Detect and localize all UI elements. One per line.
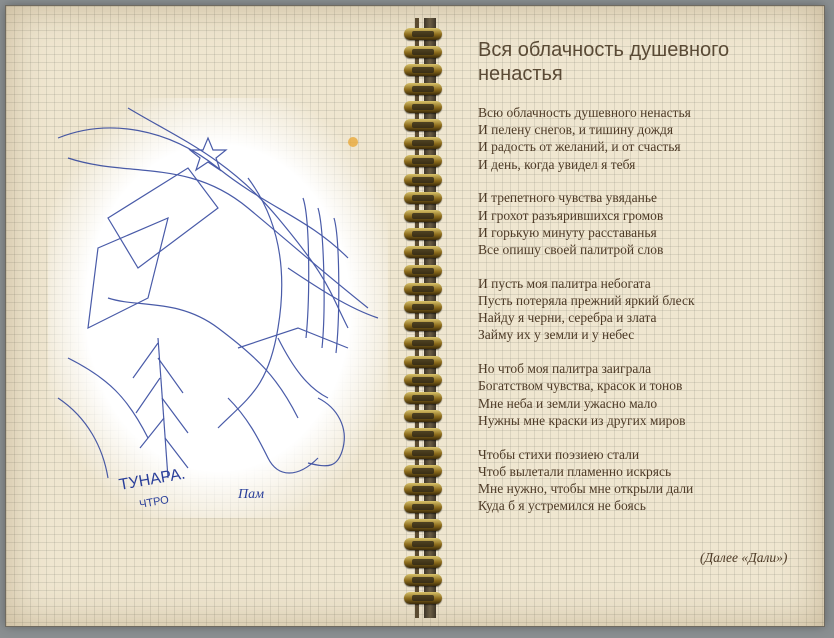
pen-sketch <box>48 98 388 518</box>
poem-line: Пусть потеряла прежний яркий блеск <box>478 293 695 309</box>
spiral-ring <box>404 374 442 386</box>
stanza <box>478 446 808 515</box>
spiral-ring <box>404 428 442 440</box>
spiral-ring <box>404 155 442 167</box>
poem-line: И день, когда увидел я тебя <box>478 156 636 172</box>
poem-line: Займу их у земли и у небес <box>478 327 635 343</box>
poem-line: И пелену снегов, и тишину дождя <box>478 122 674 138</box>
spiral-ring <box>404 283 442 295</box>
spiral-ring <box>404 137 442 149</box>
poem-line: Куда б я устремился не боясь <box>478 498 646 514</box>
spiral-ring <box>404 519 442 531</box>
spiral-ring <box>404 119 442 131</box>
spiral-ring <box>404 246 442 258</box>
spiral-ring <box>404 447 442 459</box>
stanza <box>478 275 808 344</box>
poem-line: И трепетного чувства увяданье <box>478 190 658 206</box>
sketch-caption-1: ТУНАРА. <box>117 465 187 494</box>
poem-line: Все опишу своей палитрой слов <box>478 242 664 258</box>
poem-line: Всю облачность душевного ненастья <box>478 105 691 120</box>
spiral-ring <box>404 465 442 477</box>
poem-line: Чтобы стихи поэзиею стали <box>478 446 640 462</box>
poem-line: И грохот разъярившихся громов <box>478 207 664 223</box>
stanza <box>478 104 808 173</box>
spiral-ring <box>404 28 442 40</box>
poem-line: Мне нужно, чтобы мне открыли дали <box>478 481 694 497</box>
spiral-ring <box>404 556 442 568</box>
spiral-ring <box>404 46 442 58</box>
spiral-ring <box>404 64 442 76</box>
poem-line: Богатством чувства, красок и тонов <box>478 378 683 394</box>
stanza <box>478 189 808 258</box>
spiral-ring <box>404 356 442 368</box>
poem-title: Вся облачность душевного ненастья <box>478 39 730 85</box>
sketch-signature: Пам <box>238 487 265 502</box>
spiral-ring <box>404 483 442 495</box>
poem-line: И пусть моя палитра небогата <box>478 275 651 291</box>
poem-body <box>478 104 808 531</box>
continue-link[interactable]: (Далее «Дали») <box>700 550 788 565</box>
spiral-ring <box>404 337 442 349</box>
notebook <box>6 6 824 626</box>
spiral-ring <box>404 592 442 604</box>
spiral-ring <box>404 319 442 331</box>
poem-line: И радость от желаний, и от счастья <box>478 139 681 155</box>
spiral-ring <box>404 265 442 277</box>
poem-line: Мне неба и земли ужасно мало <box>478 395 658 411</box>
stanza <box>478 360 808 429</box>
spiral-ring <box>404 101 442 113</box>
spiral-ring <box>404 301 442 313</box>
spiral-ring <box>404 501 442 513</box>
poem-line: Но чтоб моя палитра заиграла <box>478 361 652 377</box>
spiral-ring <box>404 83 442 95</box>
sketch-caption-2: ЧТРО <box>138 493 170 511</box>
spiral-ring <box>404 210 442 222</box>
spiral-ring <box>404 410 442 422</box>
spiral-binding <box>404 28 454 618</box>
poem-line: Найду я черни, серебра и злата <box>478 310 657 326</box>
poem-line: Нужны мне краски из других миров <box>478 412 686 428</box>
poem-line: И горькую минуту расставанья <box>478 224 657 240</box>
poem-line: Чтоб вылетали пламенно искрясь <box>478 463 672 479</box>
sketch-illustration <box>48 98 388 518</box>
spiral-ring <box>404 228 442 240</box>
spiral-ring <box>404 574 442 586</box>
spiral-ring <box>404 174 442 186</box>
spiral-ring <box>404 392 442 404</box>
spiral-ring <box>404 538 442 550</box>
spiral-ring <box>404 192 442 204</box>
